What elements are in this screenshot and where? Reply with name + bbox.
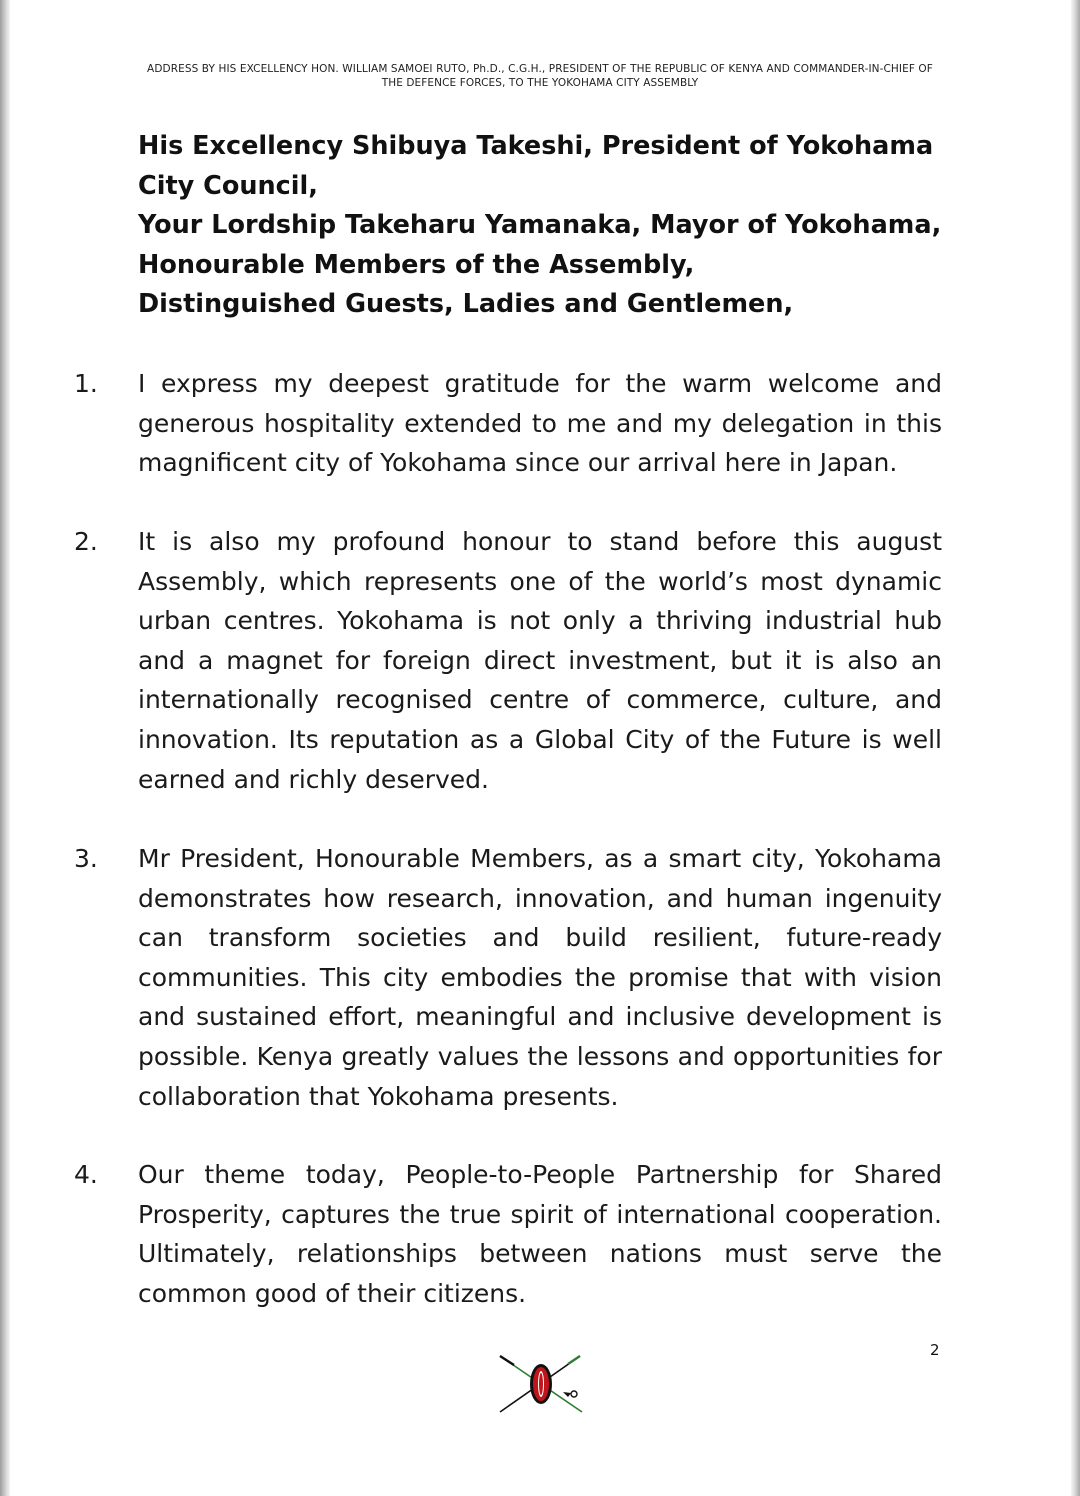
paragraph-number: 4.	[74, 1160, 98, 1189]
paragraph-number: 3.	[74, 844, 98, 873]
kenya-shield-spears-emblem-icon	[494, 1352, 588, 1416]
page-edge-right	[1071, 0, 1080, 1496]
salutation-line: Your Lordship Takeharu Yamanaka, Mayor of Yokohama,	[138, 210, 942, 241]
salutation-line: His Excellency Shibuya Takeshi, President of Yokohama	[138, 131, 934, 161]
page-number: 2	[930, 1341, 940, 1359]
header-line-1: ADDRESS BY HIS EXCELLENCY HON. WILLIAM SAMOEI RUTO, Ph.D., C.G.H., PRESIDENT OF THE REPUBLIC OF KENYA AND COMMANDER-IN-CHIEF OF	[147, 63, 933, 75]
salutation	[138, 127, 948, 325]
header-line-2: THE DEFENCE FORCES, TO THE YOKOHAMA CITY ASSEMBLY	[381, 77, 699, 89]
salutation-line: City Council,	[138, 170, 318, 201]
document-header	[140, 62, 940, 90]
salutation-line: Distinguished Guests, Ladies and Gentlemen,	[138, 289, 794, 320]
paragraph-text: It is also my profound honour to stand before this august Assembly, which represents one of the world’s most dynamic urban centres. Yokohama is not only a thriving industrial hub and a magnet for foreign direct investment, but it is also an internationally recognised centre of commerce, culture, and innovation. Its reputation as a Global City of the Future is well earned and richly deserved.	[138, 527, 942, 794]
paragraph-number: 1.	[74, 369, 98, 398]
paragraph-text: Mr President, Honourable Members, as a smart city, Yokohama demonstrates how research, innovation, and human ingenuity can transform societies and build resilient, future-ready communities. This city embodies the promise that with vision and sustained effort, meaningful and inclusive development is possible. Kenya greatly values the lessons and opportunities for collaboration that Yokohama presents.	[138, 844, 942, 1111]
paragraph-text: Our theme today, People-to-People Partnership for Shared Prosperity, captures the true spirit of international cooperation. Ultimately, relationships between nations must serve the common good of their citizens.	[138, 1160, 942, 1308]
salutation-line: Honourable Members of the Assembly,	[138, 249, 695, 280]
paragraph-number: 2.	[74, 527, 98, 556]
page-edge-left	[0, 0, 10, 1496]
paragraph-text: I express my deepest gratitude for the warm welcome and generous hospitality extended to me and my delegation in this magnificent city of Yokohama since our arrival here in Japan.	[138, 369, 942, 478]
